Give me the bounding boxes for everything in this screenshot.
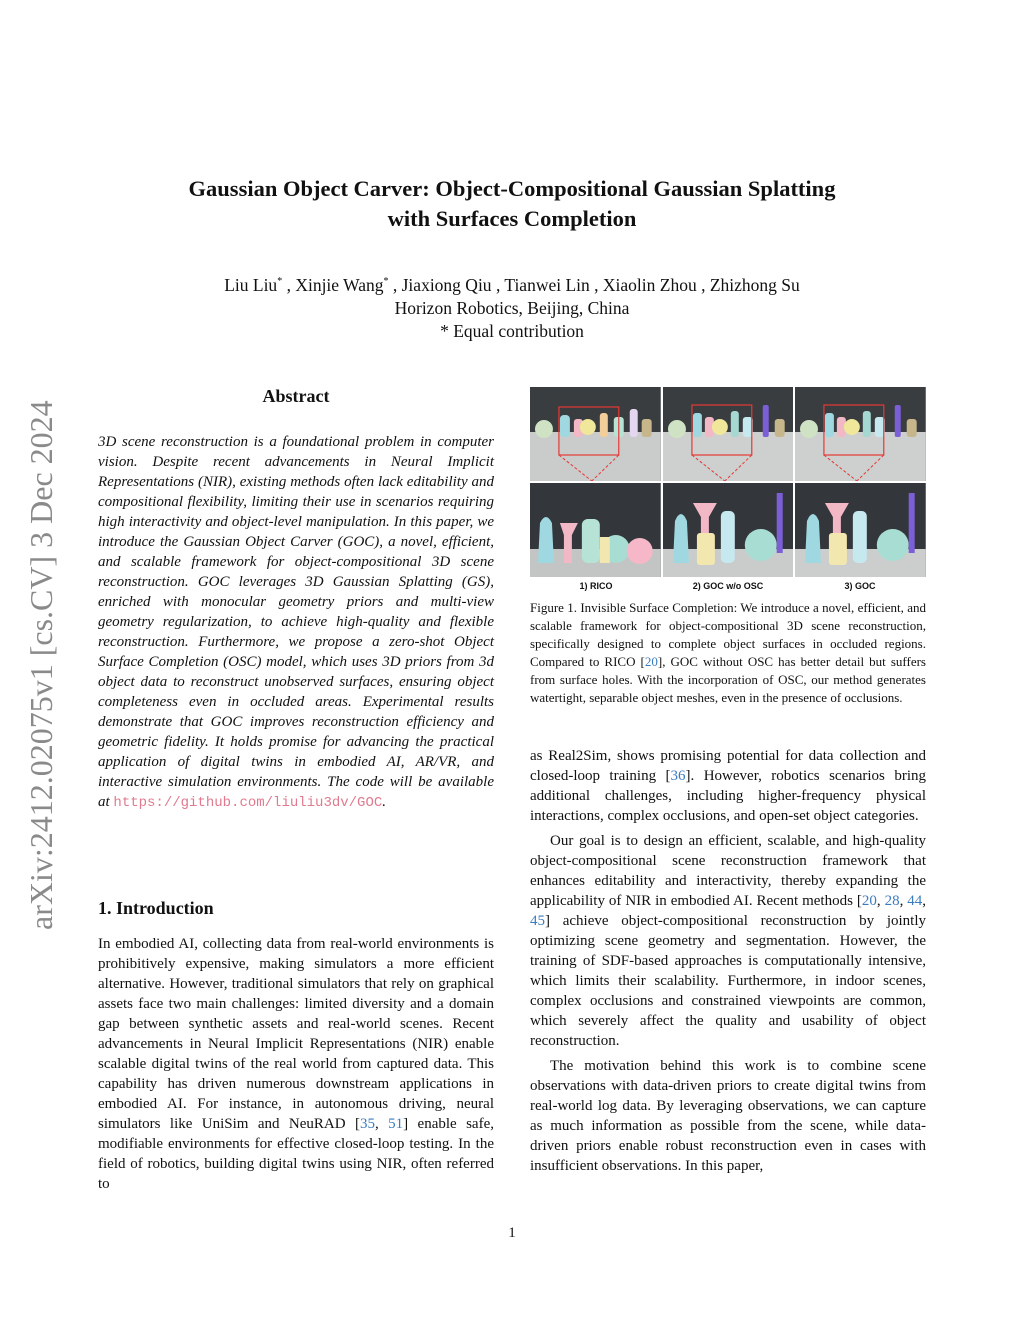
- abstract-body: 3D scene reconstruction is a foundational problem in computer vision. Despite recent advancements in Neural Implicit Representations (NIR), existing methods often lack editability and compositional flexibility, limiting their use in scenarios requiring high interactivity and object-level manipulation. In this paper, we introduce the Gaussian Object Carver (GOC), a novel, efficient, and scalable framework for object-compositional 3D scene reconstruction. GOC leverages 3D Gaussian Splatting (GS), enriched with monocular geometry priors and multi-view geometry regularization, to achieve high-quality and flexible reconstruction. Furthermore, we propose a zero-shot Object Surface Completion (OSC) model, which uses 3D priors from 3d object data to reconstruct unobserved surfaces, ensuring object completeness even in occluded areas. Experimental results demonstrate that GOC improves reconstruction efficiency and geometric fidelity. It holds promise for advancing the practical application of digital twins in embodied AI, AR/VR, and interactive simulation environments. The code will be available at https://github.com/liuliu3dv/GOC.: [98, 434, 494, 811]
- citation-link[interactable]: 44: [907, 893, 923, 909]
- figure-label-goc-without-osc: 2) GOC w/o OSC: [692, 581, 764, 591]
- author-name: Liu Liu: [224, 274, 278, 295]
- author-mark: *: [277, 276, 283, 287]
- rico-zoomed-render: [530, 483, 661, 577]
- author-list: Liu Liu* , Xinjie Wang* , Jiaxiong Qiu , Tianwei Lin , Xiaolin Zhou , Zhizhong Su: [224, 274, 800, 295]
- figure-1: [530, 387, 926, 597]
- citation-separator: ,: [375, 1116, 389, 1132]
- body-paragraph: Our goal is to design an efficient, scalable, and high-quality object-compositional scene reconstruction framework that enhances editability and interactivity, thereby expanding the applicability of NIR in embodied AI. Recent methods [20, 28, 44, 45] achieve object-compositional reconstruction by jointly optimizing scene geometry and segmentation. However, the training of SDF-based approaches is computationally intensive, which limits their scalability. Furthermore, in indoor scenes, complex occlusions and constrained viewpoints are common, which severely affect the quality and usability of object reconstruction.: [530, 833, 927, 1049]
- citation-link[interactable]: 28: [884, 893, 900, 909]
- body-text: ]. However, robotics scenarios bring additional challenges, including higher-frequency physical interactions, complex occlusions, and open-set object categories.: [530, 768, 926, 824]
- equal-contribution-note: * Equal contribution: [440, 320, 584, 341]
- caption-text: ], GOC without OSC has better detail but suffers from surface holes. With the incorporation of OSC, our method generates watertight, separable object meshes, even in the presence of occlusions.: [530, 654, 926, 705]
- figure-1-labels: [530, 581, 926, 591]
- rico-overview-render: [530, 387, 661, 481]
- affiliation: Horizon Robotics, Beijing, China: [394, 297, 630, 318]
- arxiv-identifier-stamp: [14, 358, 64, 938]
- author-block: [120, 270, 904, 343]
- abstract-heading: Abstract: [262, 386, 330, 406]
- citation-link[interactable]: 36: [670, 768, 686, 784]
- author-name: Zhizhong Su: [709, 274, 800, 295]
- goc-without-osc-overview-render: [663, 387, 794, 481]
- citation-link[interactable]: 51: [388, 1116, 404, 1132]
- introduction-body: [98, 934, 494, 1194]
- right-column-body: [530, 746, 926, 1176]
- intro-text: In embodied AI, collecting data from real-world environments is prohibitively expensive, making simulators a more efficient alternative. However, traditional simulators that rely on graphical assets face two main challenges: limited diversity and a domain gap between synthetic assets and real-world scenes. Recent advancements in Neural Implicit Representations (NIR) enable scalable digital twins of the real world from captured data. This capability has driven numerous downstream applications in embodied AI. For instance, in autonomous driving, neural simulators like UniSim and NeuRAD [: [98, 936, 494, 1132]
- paper-title: [120, 174, 904, 234]
- figure-label-goc: 3) GOC: [844, 581, 876, 591]
- body-paragraph: [530, 746, 926, 826]
- citation-link[interactable]: 20: [861, 893, 877, 909]
- introduction-heading: 1. Introduction: [98, 898, 214, 918]
- author-mark: *: [383, 276, 389, 287]
- intro-paragraph: [98, 934, 494, 1194]
- author-name: Xinjie Wang: [295, 274, 384, 295]
- body-text: ] achieve object-compositional reconstruction by jointly optimizing scene geometry and segmentation. However, the training of SDF-based approaches is computationally intensive, which limits their scalability. Furthermore, in indoor scenes, complex occlusions and constrained viewpoints are common, which severely affect the quality and usability of object reconstruction.: [530, 913, 926, 1049]
- goc-overview-render: [795, 387, 926, 481]
- abstract-text: 3D scene reconstruction is a foundational problem in computer vision. Despite recent advancements in Neural Implicit Representations (NIR), existing methods often lack editability and compositional flexibility, limiting their use in scenarios requiring high interactivity and object-level manipulation. In this paper, we introduce the Gaussian Object Carver (GOC), a novel, efficient, and scalable framework for object-compositional 3D scene reconstruction. GOC leverages 3D Gaussian Splatting (GS), enriched with monocular geometry priors and multi-view geometry regularization, to achieve high-quality and flexible reconstruction. Furthermore, we propose a zero-shot Object Surface Completion (OSC) model, which uses 3D priors from 3d object data to reconstruct unobserved surfaces, ensuring object completeness even in occluded areas. Experimental results demonstrate that GOC improves reconstruction efficiency and geometric fidelity. It holds promise for advancing the practical application of digital twins in embodied AI, AR/VR, and interactive simulation environments. The code will be available at: [98, 434, 494, 810]
- citation-link[interactable]: 45: [530, 913, 545, 929]
- goc-without-osc-zoomed-render: [663, 483, 794, 577]
- author-name: Tianwei Lin: [504, 274, 590, 295]
- goc-zoomed-render: [795, 483, 926, 577]
- citation-link[interactable]: 35: [360, 1116, 375, 1132]
- arxiv-identifier-text: arXiv:2412.02075v1 [cs.CV] 3 Dec 2024: [23, 400, 59, 930]
- figure-label-rico: 1) RICO: [579, 581, 613, 591]
- abstract-code-link[interactable]: https://github.com/liuliu3dv/GOC: [113, 795, 383, 811]
- paper-title-line1: Gaussian Object Carver: Object-Compositional Gaussian Splatting: [188, 176, 836, 201]
- figure-1-panels: [530, 387, 926, 577]
- author-name: Xiaolin Zhou: [602, 274, 697, 295]
- body-text: Our goal is to design an efficient, scalable, and high-quality object-compositional scene reconstruction framework that enhances editability and interactivity, thereby expanding the applicability of NIR in embodied AI. Recent methods [: [530, 833, 926, 909]
- body-text: as Real2Sim, shows promising potential for data collection and closed-loop training [: [530, 748, 926, 784]
- body-paragraph: The motivation behind this work is to combine scene observations with data-driven priors to create digital twins from real-world log data. By leveraging observations, we can capture as much information as possible from the scene, while data-driven priors enable robust reconstruction even in cases with insufficient observations. In this paper,: [530, 1058, 926, 1174]
- intro-text: ] enable safe, modifiable environments for effective closed-loop testing. In the field of robotics, building digital twins using NIR, often referred to: [98, 1116, 494, 1192]
- paper-title-line2: with Surfaces Completion: [387, 206, 637, 231]
- author-name: Jiaxiong Qiu: [401, 274, 492, 295]
- page-number: 1: [508, 1225, 516, 1241]
- caption-text: Figure 1. Invisible Surface Completion: We introduce a novel, efficient, and scalable framework for object-compositional 3D scene reconstruction, specifically designed to complete object surfaces in occluded regions. Compared to RICO [: [530, 600, 926, 669]
- citation-link[interactable]: 20: [644, 654, 658, 669]
- figure-1-caption: [530, 599, 926, 707]
